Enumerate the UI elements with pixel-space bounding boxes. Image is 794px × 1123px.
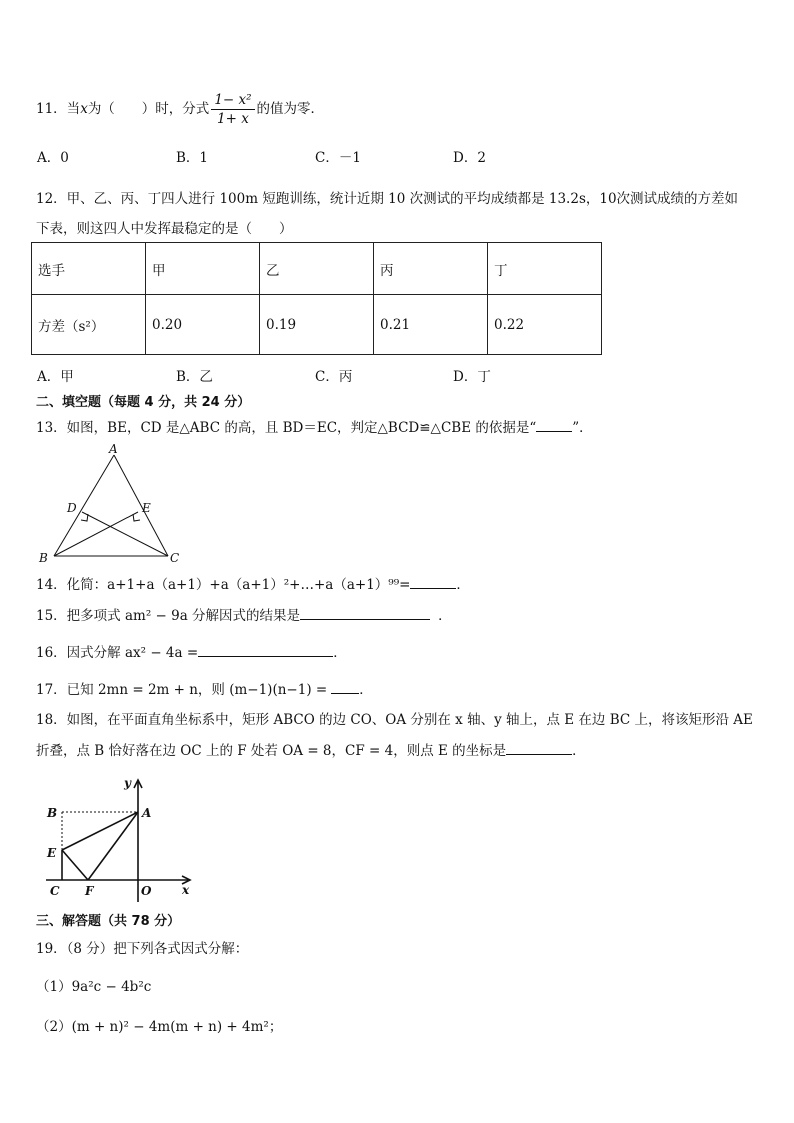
q11-fraction xyxy=(211,92,254,127)
q14-text xyxy=(36,573,470,593)
q15-answer-blank xyxy=(300,606,430,620)
q14-end: ． xyxy=(456,577,470,593)
label-c: C xyxy=(170,551,180,565)
q13-text-a: 13．如图，BE，CD 是△ABC 的高，且 BD＝EC，判定△BCD≌△CBE 的依据是“ xyxy=(36,420,537,436)
label-b: B xyxy=(39,551,48,565)
q19-stem: 19．（8 分）把下列各式因式分解： xyxy=(36,941,249,957)
q11-text-b: 为（ ）时，分式 xyxy=(87,101,210,117)
q14-answer-blank xyxy=(410,575,456,589)
variance-table xyxy=(31,242,602,355)
table-cell: 方差（s²） xyxy=(32,295,146,355)
label-e: E xyxy=(47,846,57,860)
q11-option-b: B．1 xyxy=(176,150,209,166)
q12-line-1: 12．甲、乙、丙、丁四人进行 100m 短跑训练，统计近期 10 次测试的平均成绩都是 13.2s，10次测试成绩的方差如 xyxy=(36,191,739,207)
q19-part-1: （1）9a²c − 4b²c xyxy=(36,979,152,995)
label-a: A xyxy=(109,442,118,456)
q12-option-c: C．丙 xyxy=(315,369,353,385)
q11-text-a: 11．当 xyxy=(36,101,81,117)
table-cell: 选手 xyxy=(32,243,146,295)
q15-end: ． xyxy=(438,608,452,624)
q11-option-c: C．－1 xyxy=(315,150,361,166)
q15-stem: 15．把多项式 am² − 9a 分解因式的结果是 xyxy=(36,608,301,624)
label-d: D xyxy=(67,501,77,515)
table-cell: 丁 xyxy=(488,243,602,295)
q11-frac-numerator: 1− x² xyxy=(211,92,254,110)
triangle-figure xyxy=(34,440,194,568)
table-header-row xyxy=(32,243,602,295)
q11-frac-denominator: 1+ x xyxy=(217,111,249,127)
q17-text xyxy=(36,678,373,698)
q14-stem: 14．化简：a+1+a（a+1）+a（a+1）²+…+a（a+1）⁹⁹= xyxy=(36,577,411,593)
q11-stem xyxy=(36,89,324,129)
q16-end: ． xyxy=(333,645,347,661)
table-cell: 乙 xyxy=(260,243,374,295)
table-cell: 0.22 xyxy=(488,295,602,355)
section-2-heading: 二、填空题（每题 4 分，共 24 分） xyxy=(36,395,251,410)
label-e: E xyxy=(142,501,151,515)
q11-option-a: A．0 xyxy=(37,150,69,166)
q17-end: ． xyxy=(359,682,373,698)
q13-answer-blank xyxy=(536,418,572,432)
table-cell: 0.21 xyxy=(374,295,488,355)
label-o: O xyxy=(141,884,152,898)
q18-answer-blank xyxy=(506,741,572,755)
q11-option-d: D．2 xyxy=(453,150,486,166)
label-f: F xyxy=(85,884,94,898)
coordinate-figure xyxy=(40,772,200,904)
q12-option-b: B．乙 xyxy=(176,369,213,385)
table-cell: 甲 xyxy=(146,243,260,295)
label-a: A xyxy=(142,806,152,820)
q18-line-1: 18．如图，在平面直角坐标系中，矩形 ABCO 的边 CO、OA 分别在 x 轴、y 轴上，点 E 在边 BC 上，将该矩形沿 AE xyxy=(36,712,753,728)
table-cell: 0.19 xyxy=(260,295,374,355)
q16-text xyxy=(36,641,347,661)
q17-stem: 17．已知 2mn = 2m + n，则 (m−1)(n−1) = xyxy=(36,682,328,698)
label-b: B xyxy=(47,806,58,820)
q16-answer-blank xyxy=(198,643,333,657)
label-c: C xyxy=(50,884,60,898)
q18-line-2 xyxy=(36,739,586,759)
q12-option-d: D．丁 xyxy=(453,369,491,385)
q12-line-2: 下表，则这四人中发挥最稳定的是（ ） xyxy=(36,221,293,237)
q16-stem: 16．因式分解 ax² − 4a = xyxy=(36,645,199,661)
table-row xyxy=(32,295,602,355)
q19-part-2: （2）(m + n)² − 4m(m + n) + 4m²； xyxy=(36,1019,283,1035)
q17-answer-blank xyxy=(331,680,359,694)
q13-text-b: ”． xyxy=(572,420,593,436)
axis-label-x: x xyxy=(182,883,190,897)
q12-option-a: A．甲 xyxy=(37,369,74,385)
q13-stem xyxy=(36,416,593,436)
q18-end: ． xyxy=(572,743,586,759)
q11-var-x: x xyxy=(80,101,88,117)
q15-text xyxy=(36,604,452,624)
q11-text-c: 的值为零． xyxy=(256,101,325,117)
q18-stem: 折叠，点 B 恰好落在边 OC 上的 F 处若 OA = 8，CF = 4，则点 E 的坐标是 xyxy=(36,743,507,759)
table-cell: 丙 xyxy=(374,243,488,295)
section-3-heading: 三、解答题（共 78 分） xyxy=(36,914,181,929)
axis-label-y: y xyxy=(124,776,131,790)
table-cell: 0.20 xyxy=(146,295,260,355)
